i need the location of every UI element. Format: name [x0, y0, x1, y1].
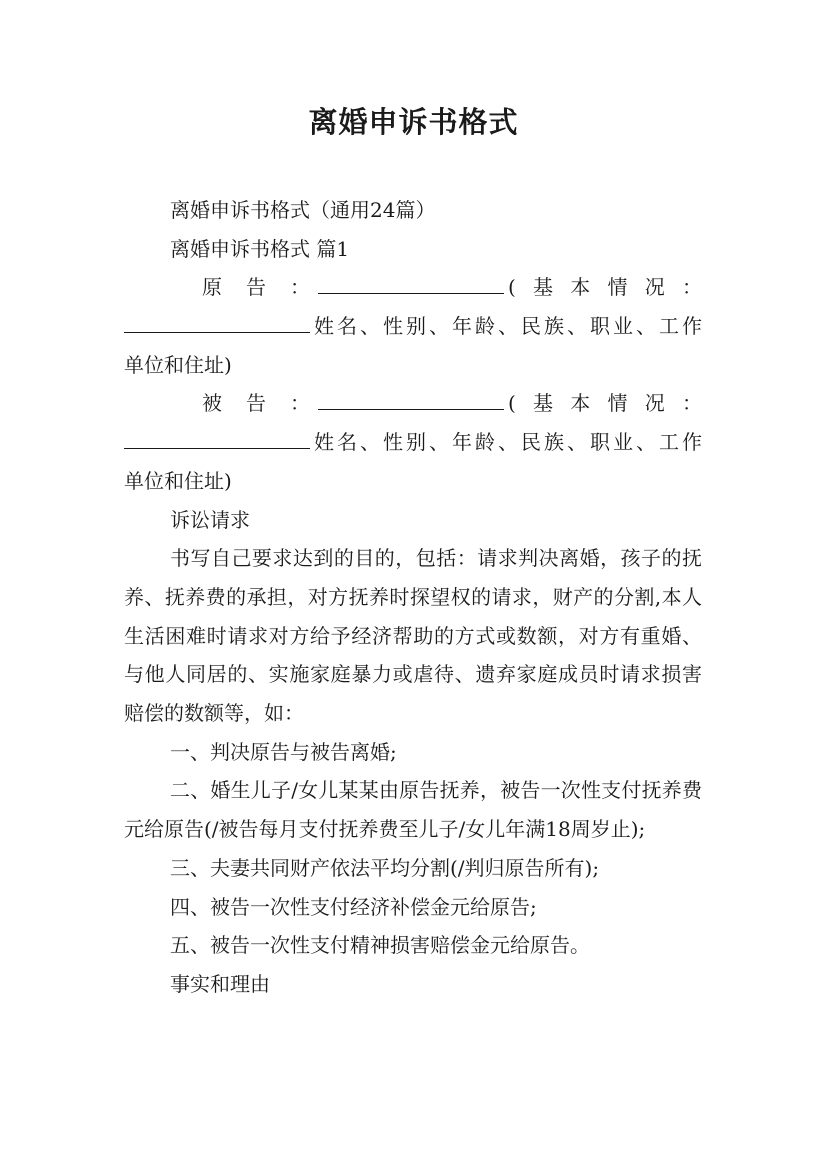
defendant-fields-end: 单位和住址)	[124, 468, 232, 493]
plaintiff-tail-char: ：	[681, 275, 702, 300]
defendant-tail-char: ：	[681, 391, 702, 416]
defendant-field-char: 龄	[475, 430, 495, 455]
plaintiff-label	[202, 268, 310, 307]
plaintiff-fields-line	[124, 307, 702, 346]
claim-item: 一、判决原告与被告离婚;	[170, 739, 397, 764]
plaintiff-line	[124, 268, 702, 307]
defendant-fields-text	[314, 423, 702, 462]
plaintiff-field-char: 作	[682, 314, 702, 339]
facts-heading: 事实和理由	[170, 971, 270, 996]
defendant-name-blank	[318, 387, 504, 410]
claims-heading: 诉讼请求	[170, 507, 250, 532]
defendant-field-char: 民	[521, 430, 541, 455]
defendant-field-char: 职	[590, 430, 610, 455]
plaintiff-fields-end: 单位和住址)	[124, 352, 232, 377]
defendant-field-char: 性	[383, 430, 403, 455]
defendant-line	[124, 384, 702, 423]
plaintiff-tail-char: (	[508, 275, 516, 300]
defendant-field-char: 年	[452, 430, 472, 455]
plaintiff-field-char: 业	[613, 314, 633, 339]
plaintiff-tail-char: 本	[570, 275, 591, 300]
defendant-basic-info-label	[508, 384, 702, 423]
plaintiff-field-char: 性	[383, 314, 403, 339]
plaintiff-label-char: 告	[246, 275, 266, 300]
defendant-field-char: 、	[429, 430, 449, 455]
defendant-field-char: 、	[498, 430, 518, 455]
plaintiff-field-char: 、	[429, 314, 449, 339]
plaintiff-field-char: 、	[360, 314, 380, 339]
plaintiff-field-char: 、	[636, 314, 656, 339]
defendant-tail-char: 况	[644, 391, 665, 416]
defendant-field-char: 族	[544, 430, 564, 455]
defendant-field-char: 名	[337, 430, 357, 455]
document-body	[124, 191, 702, 1004]
plaintiff-label-char: 原	[202, 275, 222, 300]
defendant-field-char: 姓	[314, 430, 334, 455]
plaintiff-fields-text	[314, 307, 702, 346]
document-title: 离婚申诉书格式	[308, 105, 519, 139]
defendant-tail-char: (	[508, 391, 516, 416]
plaintiff-tail-char: 况	[644, 275, 665, 300]
section-heading: 离婚申诉书格式 篇1	[170, 236, 350, 261]
plaintiff-field-char: 族	[544, 314, 564, 339]
claim-item: 三、夫妻共同财产依法平均分割(/判归原告所有);	[170, 855, 600, 880]
defendant-field-char: 、	[360, 430, 380, 455]
plaintiff-field-char: 龄	[475, 314, 495, 339]
plaintiff-field-char: 民	[521, 314, 541, 339]
defendant-label-char: 被	[202, 391, 222, 416]
defendant-label-char: ：	[290, 391, 310, 416]
plaintiff-label-char: ：	[290, 275, 310, 300]
claim-item: 四、被告一次性支付经济补偿金元给原告;	[170, 894, 537, 919]
claim-item: 二、婚生儿子/女儿某某由原告抚养，被告一次性支付抚养费元给原告(/被告每月支付抚养费至儿子/女儿年满18周岁止);	[124, 778, 702, 842]
defendant-field-char: 、	[636, 430, 656, 455]
defendant-label-char: 告	[246, 391, 266, 416]
defendant-tail-char: 本	[570, 391, 591, 416]
defendant-field-char: 作	[682, 430, 702, 455]
plaintiff-field-char: 、	[567, 314, 587, 339]
plaintiff-field-char: 工	[659, 314, 679, 339]
defendant-field-char: 工	[659, 430, 679, 455]
plaintiff-basic-info-label	[508, 268, 702, 307]
plaintiff-field-char: 职	[590, 314, 610, 339]
intro-line: 离婚申诉书格式（通用24篇）	[170, 198, 436, 222]
plaintiff-field-char: 年	[452, 314, 472, 339]
defendant-info-blank	[124, 426, 310, 449]
defendant-tail-char: 基	[533, 391, 554, 416]
claims-intro: 书写自己要求达到的目的，包括：请求判决离婚，孩子的抚养、抚养费的承担，对方抚养时探望权的请求，财产的分割,本人生活困难时请求对方给予经济帮助的方式或数额，对方有重婚、与他人同居的、实施家庭暴力或虐待、遗弃家庭成员时请求损害赔偿的数额等，如：	[124, 546, 702, 726]
plaintiff-field-char: 姓	[314, 314, 334, 339]
defendant-tail-char: 情	[607, 391, 628, 416]
defendant-fields-line	[124, 423, 702, 462]
plaintiff-field-char: 、	[498, 314, 518, 339]
plaintiff-info-blank	[124, 310, 310, 333]
defendant-label	[202, 384, 310, 423]
plaintiff-tail-char: 基	[533, 275, 554, 300]
defendant-field-char: 业	[613, 430, 633, 455]
plaintiff-field-char: 名	[337, 314, 357, 339]
defendant-field-char: 、	[567, 430, 587, 455]
plaintiff-field-char: 别	[406, 314, 426, 339]
claim-item: 五、被告一次性支付精神损害赔偿金元给原告。	[170, 933, 590, 958]
defendant-field-char: 别	[406, 430, 426, 455]
plaintiff-tail-char: 情	[607, 275, 628, 300]
plaintiff-name-blank	[318, 271, 504, 294]
